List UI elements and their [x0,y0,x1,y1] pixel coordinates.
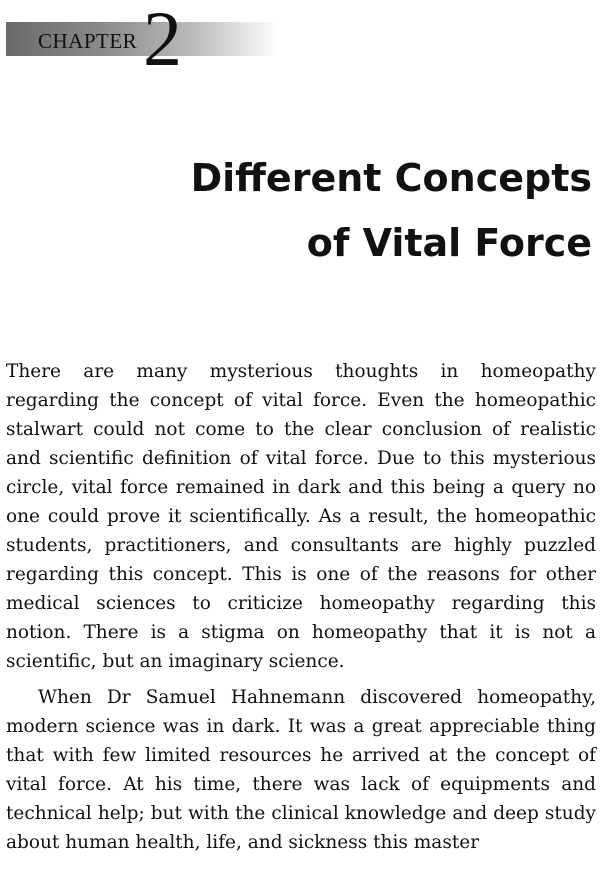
chapter-title [72,146,592,276]
body-text [6,357,596,857]
paragraph-2: When Dr Samuel Hahnemann discovered homeopathy, modern science was in dark. It was a great appreciable thing that with few limited resources he arrived at the concept of vital force. At his time, there was lack of equipments and technical help; but with the clinical knowledge and deep study about human health, life, and sickness this master [6,687,596,853]
chapter-title-line-2: of Vital Force [306,221,592,265]
chapter-title-line-1: Different Concepts [190,156,592,200]
chapter-number: 2 [143,0,182,82]
paragraph-1: There are many mysterious thoughts in homeopathy regarding the concept of vital force. Even the homeopathic stalwart could not come to the clear conclusion of realistic and scientific definition of vital force. Due to this mysterious circle, vital force remained in dark and this being a query no one could prove it scientifically. As a result, the homeopathic students, practitioners, and consultants are highly puzzled regarding this concept. This is one of the reasons for other medical sciences to criticize homeopathy regarding this notion. There is a stigma on homeopathy that it is not a scientific, but an imaginary science. [6,361,596,672]
chapter-label: CHAPTER [38,29,138,53]
